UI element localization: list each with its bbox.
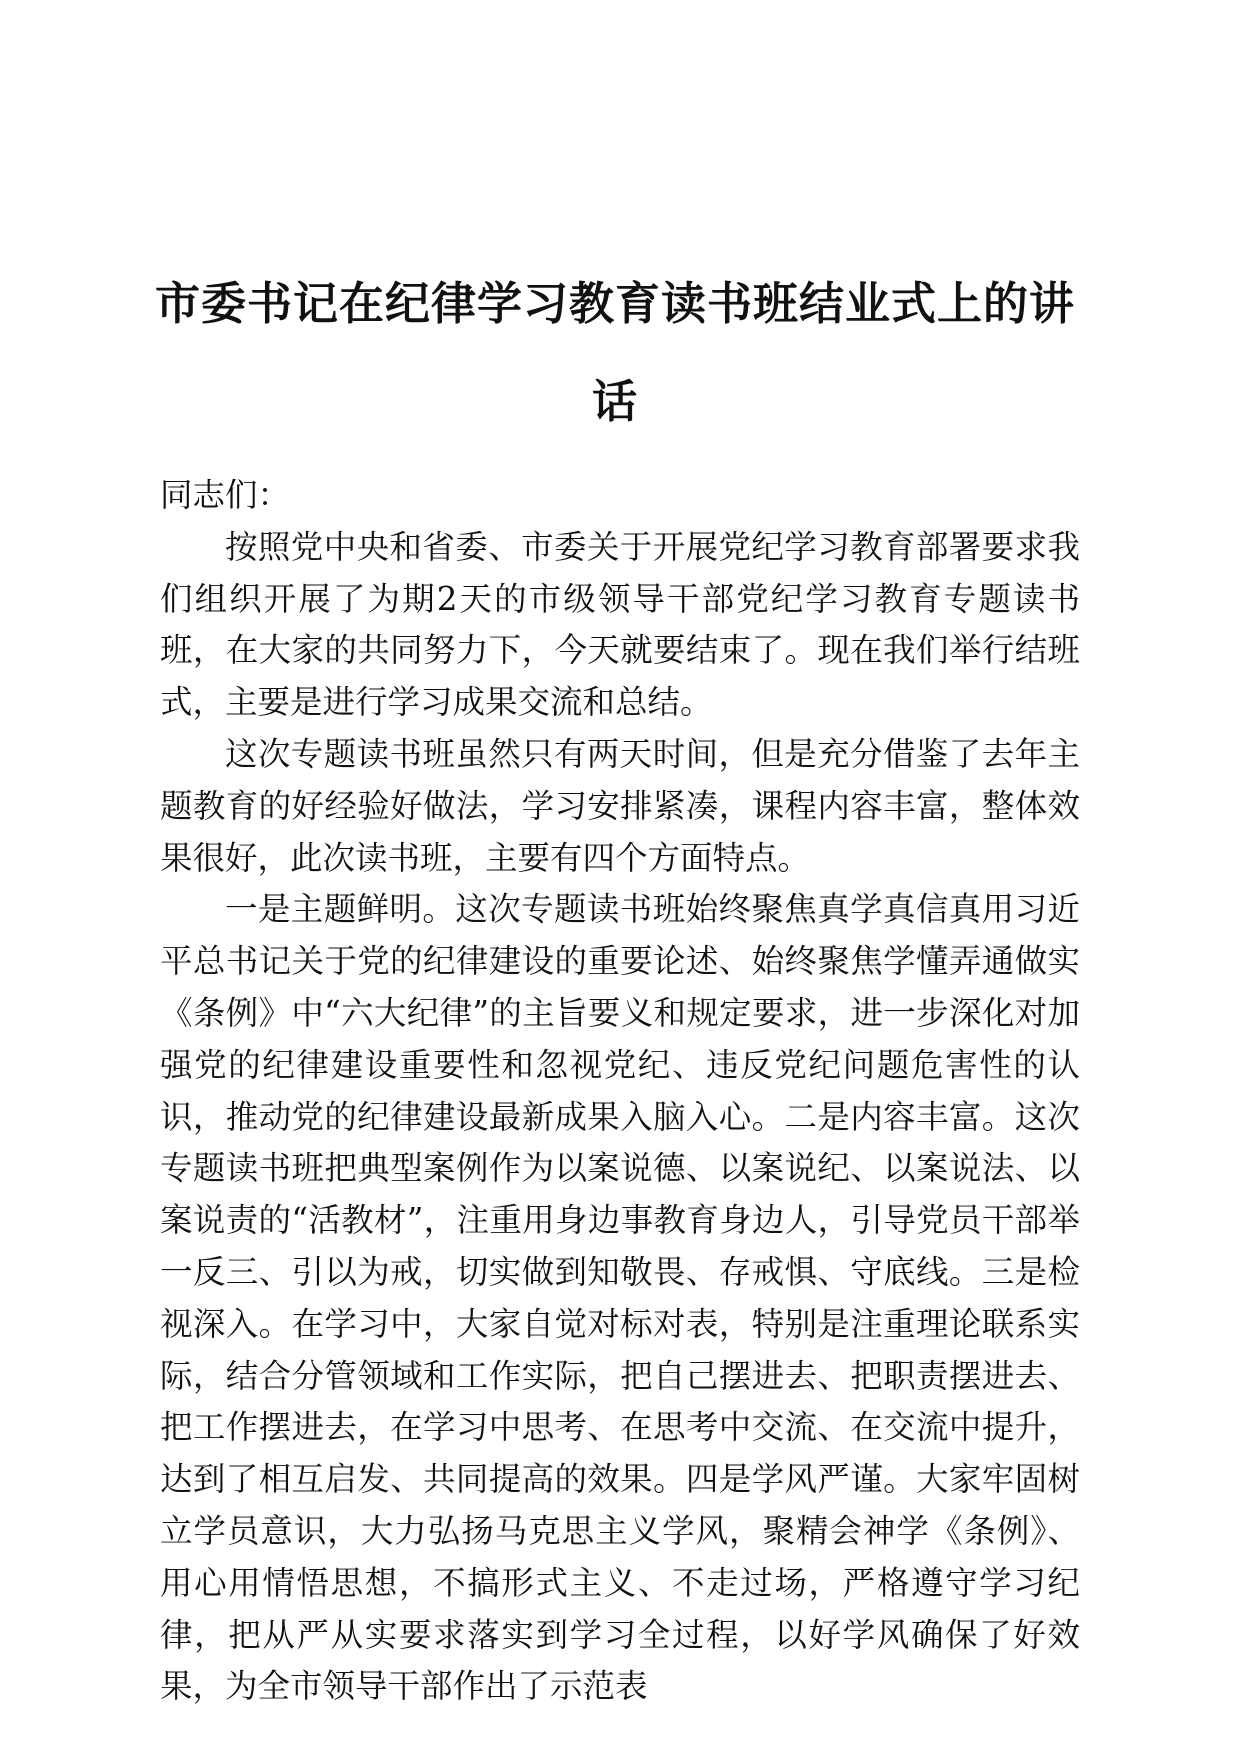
document-title: 市委书记在纪律学习教育读书班结业式上的讲话 <box>154 277 1075 429</box>
document-body <box>160 470 1080 1713</box>
paragraph-1: 按照党中央和省委、市委关于开展党纪学习教育部署要求我们组织开展了为期2天的市级领导干部党纪学习教育专题读书班，在大家的共同努力下，今天就要结束了。现在我们举行结班式，主要是进行学习成果交流和总结。 <box>160 527 1080 722</box>
paragraph-3: 一是主题鲜明。这次专题读书班始终聚焦真学真信真用习近平总书记关于党的纪律建设的重要论述、始终聚焦学懂弄通做实《条例》中“六大纪律”的主旨要义和规定要求，进一步深化对加强党的纪律建设重要性和忽视党纪、违反党纪问题危害性的认识，推动党的纪律建设最新成果入脑入心。二是内容丰富。这次专题读书班把典型案例作为以案说德、以案说纪、以案说法、以案说责的“活教材”，注重用身边事教育身边人，引导党员干部举一反三、引以为戒，切实做到知敬畏、存戒惧、守底线。三是检视深入。在学习中，大家自觉对标对表，特别是注重理论联系实际，结合分管领域和工作实际，把自己摆进去、把职责摆进去、把工作摆进去，在学习中思考、在思考中交流、在交流中提升，达到了相互启发、共同提高的效果。四是学风严谨。大家牢固树立学员意识，大力弘扬马克思主义学风，聚精会神学《条例》、用心用情悟思想，不搞形式主义、不走过场，严格遵守学习纪律，把从严从实要求落实到学习全过程，以好学风确保了好效果，为全市领导干部作出了示范表 <box>160 890 1080 1706</box>
salutation: 同志们： <box>160 476 291 514</box>
paragraph-2: 这次专题读书班虽然只有两天时间，但是充分借鉴了去年主题教育的好经验好做法，学习安排紧凑，课程内容丰富，整体效果很好，此次读书班，主要有四个方面特点。 <box>160 734 1080 877</box>
